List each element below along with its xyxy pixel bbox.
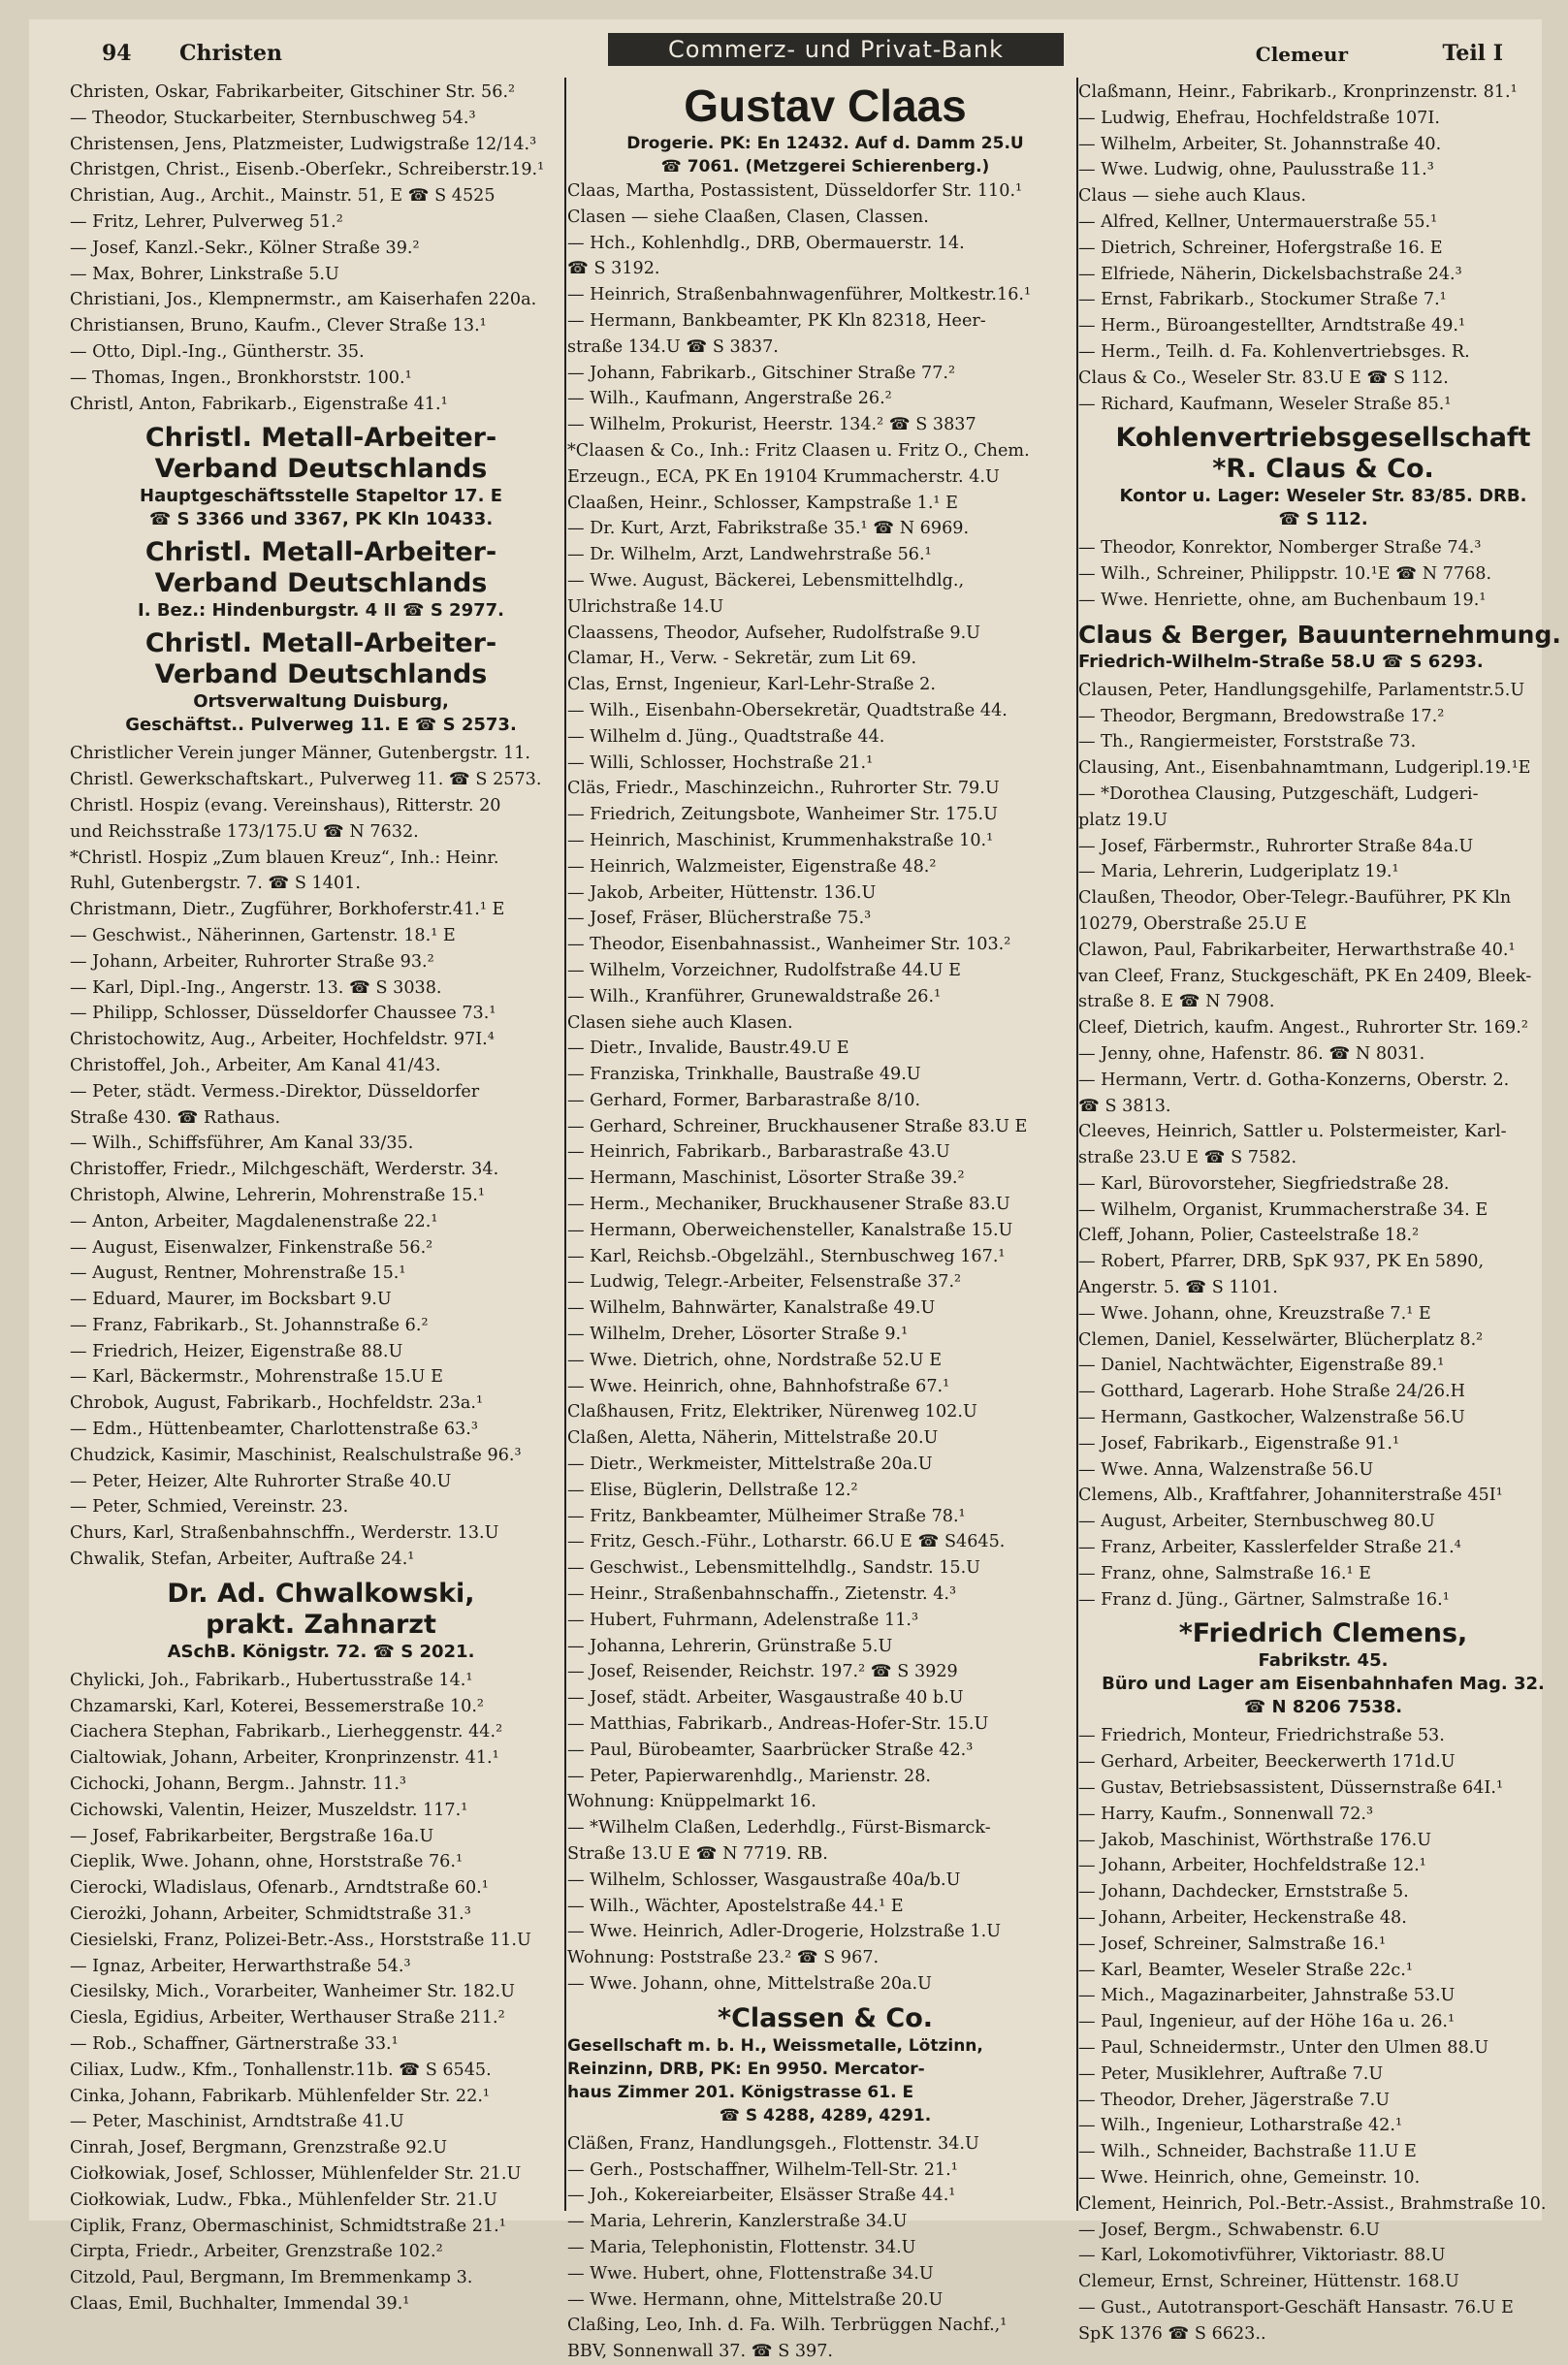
- directory-entry: — Wwe. Heinrich, ohne, Gemeinstr. 10.: [1078, 2167, 1421, 2188]
- directory-entry: — Maria, Lehrerin, Ludgeriplatz 19.¹: [1078, 862, 1399, 882]
- directory-entry: — Josef, Kanzl.-Sekr., Kölner Straße 39.²: [70, 238, 420, 258]
- directory-entry: — Hermann, Bankbeamter, PK Kln 82318, Heer-: [567, 310, 986, 331]
- directory-entry: Wohnung: Poststraße 23.² ☎ S 967.: [567, 1948, 880, 1968]
- directory-entry: Erzeugn., ECA, PK En 19104 Krummacherstr. 4.U: [567, 466, 1000, 487]
- directory-entry: BBV, Sonnenwall 37. ☎ S 397.: [567, 2342, 834, 2362]
- directory-entry: — Johann, Dachdecker, Ernststraße 5.: [1078, 1882, 1409, 1902]
- directory-entry: — Elise, Büglerin, Dellstraße 12.²: [567, 1480, 858, 1500]
- directory-entry: Christian, Aug., Archit., Mainstr. 51, E ☎ S 4525: [70, 186, 496, 207]
- directory-entry: — Philipp, Schlosser, Düsseldorfer Chaussee 73.¹: [70, 1004, 496, 1024]
- directory-entry: Chudzick, Kasimir, Maschinist, Realschulstraße 96.³: [70, 1445, 522, 1465]
- directory-entry: — Wilh., Kaufmann, Angerstraße 26.²: [567, 389, 892, 409]
- directory-page: [29, 19, 1561, 2362]
- directory-entry: — Peter, Papierwarenhdlg., Marienstr. 28.: [567, 1766, 932, 1786]
- directory-entry: — Franz, Fabrikarb., St. Johannstraße 6.²: [70, 1315, 429, 1335]
- entries-col3-b: [1078, 535, 1568, 613]
- ad-line: ☎ S 3366 und 3367, PK Kln 10433.: [148, 509, 494, 530]
- directory-entry: und Reichsstraße 173/175.U ☎ N 7632.: [70, 821, 419, 842]
- ad-line: haus Zimmer 201. Königstrasse 61. E: [567, 2082, 914, 2102]
- directory-entry: Cichowski, Valentin, Heizer, Muszeldstr. 117.¹: [70, 1800, 468, 1820]
- directory-entry: straße 23.U E ☎ S 7582.: [1078, 1148, 1297, 1168]
- directory-entry: — Anton, Arbeiter, Magdalenenstraße 22.¹: [70, 1211, 438, 1231]
- directory-entry: — Gerh., Postschaffner, Wilhelm-Tell-Str. 21.¹: [567, 2159, 958, 2180]
- directory-entry: — Max, Bohrer, Linkstraße 5.U: [70, 264, 339, 284]
- directory-entry: Clemeur, Ernst, Schreiner, Hüttenstr. 168.U: [1078, 2272, 1459, 2292]
- ad-line: Reinzinn, DRB, PK: En 9950. Mercator-: [567, 2059, 925, 2079]
- directory-entry: Christiansen, Bruno, Kaufm., Clever Straße 13.¹: [70, 316, 487, 336]
- directory-entry: Christensen, Jens, Platzmeister, Ludwigstraße 12/14.³: [70, 134, 537, 154]
- directory-entry: — Hermann, Maschinist, Lösorter Straße 39.²: [567, 1168, 965, 1189]
- directory-entry: — Thomas, Ingen., Bronkhorststr. 100.¹: [70, 368, 412, 388]
- directory-entry: — Wilhelm, Prokurist, Heerstr. 134.² ☎ S 3837: [567, 415, 976, 435]
- directory-entry: — Hch., Kohlenhdlg., DRB, Obermauerstr. 14.: [567, 233, 965, 253]
- directory-entry: — Mich., Magazinarbeiter, Jahnstraße 53.U: [1078, 1986, 1456, 2006]
- directory-entry: Cläs, Friedr., Maschinzeichn., Ruhrorter Str. 79.U: [567, 779, 1000, 799]
- directory-entry: — Theodor, Bergmann, Bredowstraße 17.²: [1078, 706, 1445, 726]
- ad-line: ☎ S 112.: [1278, 509, 1368, 530]
- bank-banner: Commerz- und Privat-Bank: [608, 33, 1064, 66]
- directory-entry: Ciesielski, Franz, Polizei-Betr.-Ass., Horststraße 11.U: [70, 1930, 531, 1950]
- directory-entry: Ruhl, Gutenbergstr. 7. ☎ S 1401.: [70, 874, 361, 894]
- directory-entry: Claas, Emil, Buchhalter, Immendal 39.¹: [70, 2293, 410, 2314]
- directory-entry: Clasen — siehe Claaßen, Clasen, Classen.: [567, 207, 929, 227]
- directory-entry: — Fritz, Gesch.-Führ., Lotharstr. 66.U E ☎ S4645.: [567, 1532, 1006, 1552]
- directory-entry: — Wwe. Henriette, ohne, am Buchenbaum 19.¹: [1078, 590, 1487, 610]
- directory-entry: — Wwe. Johann, ohne, Mittelstraße 20a.U: [567, 1973, 932, 1994]
- directory-entry: Christlicher Verein junger Männer, Gutenbergstr. 11.: [70, 744, 530, 764]
- ad-line: ☎ S 4288, 4289, 4291.: [719, 2105, 932, 2125]
- page-number: 94: [102, 41, 132, 66]
- directory-entry: — Herm., Büroangestellter, Arndtstraße 49.¹: [1078, 316, 1466, 336]
- directory-entry: — *Dorothea Clausing, Putzgeschäft, Ludgeri-: [1078, 783, 1479, 804]
- directory-entry: Chylicki, Joh., Fabrikarb., Hubertusstraße 14.¹: [70, 1670, 473, 1690]
- directory-entry: platz 19.U: [1078, 810, 1168, 830]
- directory-entry: — Karl, Bäckermstr., Mohrenstraße 15.U E: [70, 1367, 443, 1388]
- directory-entry: — Wwe. Johann, ohne, Kreuzstraße 7.¹ E: [1078, 1303, 1431, 1324]
- ad-metall-arbeiter-2: [70, 537, 572, 623]
- ad-title: Dr. Ad. Chwalkowski,: [167, 1578, 475, 1609]
- directory-entry: — Herm., Mechaniker, Bruckhausener Straße 83.U: [567, 1195, 1010, 1215]
- entries-col3-a: [1078, 80, 1568, 417]
- directory-entry: — Peter, Musiklehrer, Auftraße 7.U: [1078, 2063, 1384, 2084]
- directory-entry: — Robert, Pfarrer, DRB, SpK 937, PK En 5890,: [1078, 1252, 1485, 1272]
- ad-line: ☎ 7061. (Metzgerei Schierenberg.): [660, 157, 990, 176]
- ad-metall-arbeiter-3: [70, 628, 572, 737]
- entries-col2-b: [567, 2131, 1083, 2365]
- header-left-word: Christen: [179, 41, 282, 66]
- ad-title: Verband Deutschlands: [154, 454, 488, 485]
- directory-entry: — Karl, Reichsb.-Obgelzähl., Sternbuschweg 167.¹: [567, 1246, 1006, 1266]
- directory-entry: *Claasen & Co., Inh.: Fritz Claasen u. Fritz O., Chem.: [567, 440, 1030, 461]
- directory-entry: Cirpta, Friedr., Arbeiter, Grenzstraße 102.²: [70, 2242, 443, 2262]
- directory-entry: — Peter, Heizer, Alte Ruhrorter Straße 40.U: [70, 1471, 452, 1491]
- directory-entry: — Dietr., Invalide, Baustr.49.U E: [567, 1039, 849, 1059]
- ad-chwalkowski: [70, 1579, 572, 1664]
- directory-entry: — Maria, Telephonistin, Flottenstr. 34.U: [567, 2237, 916, 2257]
- directory-entry: — Ernst, Fabrikarb., Stockumer Straße 7.¹: [1078, 290, 1447, 310]
- ad-line: Friedrich-Wilhelm-Straße 58.U ☎ S 6293.: [1078, 651, 1484, 672]
- directory-entry: — Josef, Bergm., Schwabenstr. 6.U: [1078, 2220, 1380, 2240]
- directory-entry: — Gerhard, Arbeiter, Beeckerwerth 171d.U: [1078, 1752, 1456, 1773]
- directory-entry: — Rob., Schaffner, Gärtnerstraße 33.¹: [70, 2034, 399, 2055]
- directory-entry: Ciliax, Ludw., Kfm., Tonhallenstr.11b. ☎ S 6545.: [70, 2060, 492, 2080]
- directory-entry: ☎ S 3192.: [567, 259, 660, 279]
- directory-entry: — Gotthard, Lagerarb. Hohe Straße 24/26.H: [1078, 1382, 1465, 1402]
- directory-entry: Churs, Karl, Straßenbahnschffn., Werderstr. 13.U: [70, 1523, 499, 1544]
- directory-entry: Chzamarski, Karl, Koterei, Bessemerstraße 10.²: [70, 1696, 484, 1716]
- directory-entry: Ciesla, Egidius, Arbeiter, Werthauser Straße 211.²: [70, 2008, 505, 2029]
- directory-entry: Angerstr. 5. ☎ S 1101.: [1078, 1278, 1278, 1298]
- directory-entry: — Wilhelm, Dreher, Lösorter Straße 9.¹: [567, 1325, 909, 1345]
- directory-entry: — Josef, Fräser, Blücherstraße 75.³: [567, 909, 872, 929]
- directory-entry: — Elfriede, Näherin, Dickelsbachstraße 24.³: [1078, 264, 1462, 284]
- page-header: [73, 33, 1522, 72]
- directory-entry: Clemen, Daniel, Kesselwärter, Blücherplatz 8.²: [1078, 1329, 1484, 1350]
- directory-entry: SpK 1376 ☎ S 6623..: [1078, 2323, 1266, 2344]
- directory-entry: — Johann, Arbeiter, Ruhrorter Straße 93.²: [70, 951, 434, 972]
- ad-line: ☎ N 8206 7538.: [1243, 1697, 1403, 1718]
- directory-entry: Clawon, Paul, Fabrikarbeiter, Herwarthstraße 40.¹: [1078, 940, 1516, 960]
- directory-entry: Ulrichstraße 14.U: [567, 596, 724, 617]
- directory-entry: — Wwe. Ludwig, ohne, Paulusstraße 11.³: [1078, 160, 1434, 180]
- directory-entry: — Th., Rangiermeister, Forststraße 73.: [1078, 732, 1417, 752]
- ad-title: Christl. Metall-Arbeiter-: [144, 423, 497, 454]
- directory-entry: — Johann, Fabrikarb., Gitschiner Straße 77.²: [567, 363, 956, 383]
- directory-entry: — Wilh., Schneider, Bachstraße 11.U E: [1078, 2142, 1417, 2162]
- directory-entry: Ciesilsky, Mich., Vorarbeiter, Wanheimer Str. 182.U: [70, 1982, 515, 2002]
- ad-line: Ortsverwaltung Duisburg,: [193, 691, 449, 713]
- directory-entry: Cläßen, Franz, Handlungsgeh., Flottenstr. 34.U: [567, 2133, 979, 2154]
- directory-entry: — Wwe. Dietrich, ohne, Nordstraße 52.U E: [567, 1350, 943, 1370]
- directory-entry: — Hermann, Vertr. d. Gotha-Konzerns, Oberstr. 2.: [1078, 1070, 1510, 1090]
- directory-entry: Wohnung: Knüppelmarkt 16.: [567, 1792, 816, 1812]
- directory-entry: Citzold, Paul, Bergmann, Im Bremmenkamp 3.: [70, 2268, 473, 2288]
- ad-title: Verband Deutschlands: [154, 568, 488, 599]
- directory-entry: — Willi, Schlosser, Hochstraße 21.¹: [567, 752, 874, 773]
- directory-entry: Christoph, Alwine, Lehrerin, Mohrenstraße 15.¹: [70, 1185, 485, 1205]
- directory-entry: — Friedrich, Heizer, Eigenstraße 88.U: [70, 1341, 403, 1361]
- ad-title: Claus & Berger, Bauunternehmung.: [1078, 620, 1561, 649]
- directory-entry: Christl. Gewerkschaftskart., Pulverweg 11. ☎ S 2573.: [70, 770, 542, 790]
- directory-entry: Straße 13.U E ☎ N 7719. RB.: [567, 1844, 828, 1864]
- directory-entry: — Edm., Hüttenbeamter, Charlottenstraße 63.³: [70, 1420, 478, 1440]
- column-3: [1078, 80, 1568, 2344]
- directory-entry: Clamar, H., Verw. - Sekretär, zum Lit 69.: [567, 649, 917, 669]
- entries-col3-d: [1078, 1723, 1568, 2347]
- directory-entry: — Gerhard, Former, Barbarastraße 8/10.: [567, 1090, 921, 1110]
- directory-entry: Christl, Anton, Fabrikarb., Eigenstraße 41.¹: [70, 394, 448, 414]
- directory-entry: — Franz d. Jüng., Gärtner, Salmstraße 16.¹: [1078, 1589, 1450, 1610]
- ad-classen-co: [567, 2003, 1083, 2127]
- ad-line: Hauptgeschäftsstelle Stapeltor 17. E: [140, 486, 502, 507]
- directory-entry: — Wwe. Anna, Walzenstraße 56.U: [1078, 1459, 1374, 1480]
- directory-entry: Christl. Hospiz (evang. Vereinshaus), Ritterstr. 20: [70, 795, 501, 815]
- ad-friedrich-clemens: [1078, 1618, 1568, 1719]
- directory-entry: — Karl, Dipl.-Ing., Angerstr. 13. ☎ S 3038.: [70, 977, 442, 998]
- entries-col1-c: [70, 1668, 572, 2317]
- directory-entry: — Wilhelm d. Jüng., Quadtstraße 44.: [567, 726, 885, 747]
- directory-entry: — Dietr., Werkmeister, Mittelstraße 20a.U: [567, 1454, 933, 1475]
- directory-entry: — Ignaz, Arbeiter, Herwarthstraße 54.³: [70, 1956, 411, 1976]
- directory-entry: — Ludwig, Telegr.-Arbeiter, Felsenstraße 37.²: [567, 1272, 962, 1293]
- directory-entry: — Wilh., Ingenieur, Lotharstraße 42.¹: [1078, 2116, 1403, 2136]
- directory-entry: — Karl, Lokomotivführer, Viktoriastr. 88.U: [1078, 2246, 1446, 2266]
- directory-entry: Clas, Ernst, Ingenieur, Karl-Lehr-Straße 2.: [567, 675, 936, 695]
- directory-entry: — Jenny, ohne, Hafenstr. 86. ☎ N 8031.: [1078, 1043, 1425, 1064]
- directory-entry: — Maria, Lehrerin, Kanzlerstraße 34.U: [567, 2212, 908, 2232]
- directory-entry: — Heinr., Straßenbahnschaffn., Zietenstr. 4.³: [567, 1584, 957, 1605]
- directory-entry: — Wwe. Hermann, ohne, Mittelstraße 20.U: [567, 2289, 944, 2310]
- ad-line: ASchB. Königstr. 72. ☎ S 2021.: [167, 1641, 475, 1662]
- directory-entry: Claas, Martha, Postassistent, Düsseldorfer Str. 110.¹: [567, 181, 1023, 201]
- directory-entry: — Richard, Kaufmann, Weseler Straße 85.¹: [1078, 394, 1452, 414]
- directory-entry: — Alfred, Kellner, Untermauerstraße 55.¹: [1078, 211, 1438, 232]
- directory-entry: — Wilh., Kranführer, Grunewaldstraße 26.¹: [567, 986, 942, 1007]
- directory-entry: — Josef, städt. Arbeiter, Wasgaustraße 40 b.U: [567, 1688, 964, 1709]
- directory-entry: — Karl, Beamter, Weseler Straße 22c.¹: [1078, 1960, 1413, 1980]
- directory-entry: Cieplik, Wwe. Johann, ohne, Horststraße 76.¹: [70, 1852, 463, 1872]
- directory-entry: — Paul, Ingenieur, auf der Höhe 16a u. 26.¹: [1078, 2012, 1456, 2032]
- directory-entry: — Josef, Fabrikarbeiter, Bergstraße 16a.U: [70, 1826, 434, 1846]
- directory-entry: Ciołkowiak, Ludw., Fbka., Mühlenfelder Str. 21.U: [70, 2189, 497, 2210]
- directory-entry: — Gerhard, Schreiner, Bruckhausener Straße 83.U E: [567, 1116, 1028, 1136]
- directory-entry: — Wilhelm, Arbeiter, St. Johannstraße 40.: [1078, 134, 1442, 154]
- directory-entry: Cleff, Johann, Polier, Casteelstraße 18.²: [1078, 1226, 1420, 1246]
- directory-entry: — Friedrich, Monteur, Friedrichstraße 53.: [1078, 1726, 1445, 1746]
- directory-entry: van Cleef, Franz, Stuckgeschäft, PK En 2409, Bleek-: [1078, 966, 1532, 986]
- directory-entry: Cinka, Johann, Fabrikarb. Mühlenfelder Str. 22.¹: [70, 2086, 490, 2106]
- directory-entry: — Heinrich, Maschinist, Krummenhakstraße 10.¹: [567, 830, 994, 850]
- directory-entry: — *Wilhelm Claßen, Lederhdlg., Fürst-Bismarck-: [567, 1818, 991, 1838]
- ad-title: Christl. Metall-Arbeiter-: [144, 537, 497, 568]
- directory-entry: — Wwe. August, Bäckerei, Lebensmittelhdlg.,: [567, 570, 965, 591]
- directory-entry: Cierożki, Johann, Arbeiter, Schmidtstraße 31.³: [70, 1904, 471, 1925]
- directory-entry: — Theodor, Konrektor, Nomberger Straße 74.³: [1078, 538, 1482, 559]
- directory-entry: — Wilh., Schreiner, Philippstr. 10.¹E ☎ N 7768.: [1078, 564, 1492, 585]
- directory-entry: Christochowitz, Aug., Arbeiter, Hochfeldstr. 97I.⁴: [70, 1030, 495, 1050]
- directory-entry: — Paul, Schneidermstr., Unter den Ulmen 88.U: [1078, 2038, 1489, 2058]
- directory-entry: — Wilh., Eisenbahn-Obersekretär, Quadtstraße 44.: [567, 700, 1008, 720]
- directory-entry: — Wwe. Heinrich, ohne, Bahnhofstraße 67.¹: [567, 1376, 950, 1396]
- directory-entry: Christoffel, Joh., Arbeiter, Am Kanal 41/43.: [70, 1055, 441, 1075]
- part-label: Teil I: [1442, 41, 1503, 66]
- directory-entry: *Christl. Hospiz „Zum blauen Kreuz“, Inh.: Heinr.: [70, 847, 499, 868]
- directory-entry: Claßhausen, Fritz, Elektriker, Nürenweg 102.U: [567, 1402, 977, 1422]
- entries-col2-a: [567, 178, 1083, 1997]
- directory-entry: — Wwe. Hubert, ohne, Flottenstraße 34.U: [567, 2263, 934, 2284]
- directory-entry: — Josef, Schreiner, Salmstraße 16.¹: [1078, 1934, 1387, 1954]
- directory-entry: — Hermann, Oberweichensteller, Kanalstraße 15.U: [567, 1220, 1013, 1240]
- directory-entry: — Gust., Autotransport-Geschäft Hansastr. 76.U E: [1078, 2297, 1514, 2317]
- directory-entry: — Paul, Bürobeamter, Saarbrücker Straße 42.³: [567, 1740, 974, 1760]
- directory-entry: Christgen, Christ., Eisenb.-Oberſekr., Schreiberstr.19.¹: [70, 160, 545, 180]
- column-1: [70, 80, 572, 2314]
- directory-entry: — Geschwist., Lebensmittelhdlg., Sandstr. 15.U: [567, 1558, 981, 1579]
- directory-entry: Cierocki, Wladislaus, Ofenarb., Arndtstraße 60.¹: [70, 1878, 489, 1899]
- ad-line: I. Bez.: Hindenburgstr. 4 II ☎ S 2977.: [138, 600, 504, 622]
- entries-col1-a: [70, 80, 572, 417]
- directory-entry: Ciplik, Franz, Obermaschinist, Schmidtstraße 21.¹: [70, 2216, 506, 2236]
- ad-line: Kontor u. Lager: Weseler Str. 83/85. DRB.: [1119, 486, 1527, 507]
- column-2: [567, 80, 1083, 2362]
- directory-entry: ☎ S 3813.: [1078, 1096, 1171, 1116]
- directory-entry: — Friedrich, Zeitungsbote, Wanheimer Str. 175.U: [567, 805, 998, 825]
- directory-entry: — Fritz, Bankbeamter, Mülheimer Straße 78.¹: [567, 1506, 966, 1526]
- ad-gustav-claas: [567, 80, 1083, 178]
- directory-entry: — Hermann, Gastkocher, Walzenstraße 56.U: [1078, 1408, 1465, 1428]
- directory-entry: Claassens, Theodor, Aufseher, Rudolfstraße 9.U: [567, 623, 981, 643]
- ad-title: *Friedrich Clemens,: [1178, 1618, 1468, 1649]
- directory-entry: — Theodor, Eisenbahnassist., Wanheimer Str. 103.²: [567, 935, 1011, 955]
- directory-entry: Cialtowiak, Johann, Arbeiter, Kronprinzenstr. 41.¹: [70, 1748, 499, 1769]
- directory-entry: straße 134.U ☎ S 3837.: [567, 336, 779, 357]
- directory-entry: Christmann, Dietr., Zugführer, Borkhoferstr.41.¹ E: [70, 900, 505, 920]
- directory-entry: — Harry, Kaufm., Sonnenwall 72.³: [1078, 1804, 1374, 1824]
- directory-entry: — Josef, Reisender, Reichstr. 197.² ☎ S 3929: [567, 1662, 958, 1682]
- ad-title: prakt. Zahnarzt: [206, 1609, 436, 1640]
- directory-entry: — Josef, Fabrikarb., Eigenstraße 91.¹: [1078, 1433, 1400, 1454]
- directory-entry: Christoffer, Friedr., Milchgeschäft, Werderstr. 34.: [70, 1160, 499, 1180]
- ad-title: Kohlenvertriebsgesellschaft: [1115, 423, 1531, 454]
- ad-title: Verband Deutschlands: [154, 659, 488, 690]
- directory-entry: — Herm., Teilh. d. Fa. Kohlenvertriebsges. R.: [1078, 341, 1470, 362]
- directory-entry: Cinrah, Josef, Bergmann, Grenzstraße 92.U: [70, 2138, 448, 2158]
- directory-entry: Clausen, Peter, Handlungsgehilfe, Parlamentstr.5.U: [1078, 680, 1525, 700]
- directory-entry: — Ludwig, Ehefrau, Hochfeldstraße 107I.: [1078, 108, 1440, 128]
- directory-entry: Cichocki, Johann, Bergm.. Jahnstr. 11.³: [70, 1774, 406, 1795]
- entries-col3-c: [1078, 678, 1568, 1614]
- directory-entry: — Dr. Kurt, Arzt, Fabrikstraße 35.¹ ☎ N 6969.: [567, 519, 970, 539]
- directory-entry: — Jakob, Maschinist, Wörthstraße 176.U: [1078, 1830, 1432, 1850]
- directory-entry: — Gustav, Betriebsassistent, Düssernstraße 64I.¹: [1078, 1778, 1504, 1799]
- ad-line: Büro und Lager am Eisenbahnhafen Mag. 32.: [1102, 1674, 1545, 1695]
- directory-entry: — Wilhelm, Vorzeichner, Rudolfstraße 44.U E: [567, 960, 962, 980]
- directory-entry: — Theodor, Stuckarbeiter, Sternbuschweg 54.³: [70, 108, 476, 128]
- ad-metall-arbeiter-1: [70, 423, 572, 531]
- directory-entry: Claßen, Aletta, Näherin, Mittelstraße 20.U: [567, 1428, 939, 1449]
- ad-claus-berger: [1078, 620, 1568, 674]
- directory-entry: Cleeves, Heinrich, Sattler u. Polstermeister, Karl-: [1078, 1122, 1507, 1142]
- directory-entry: Ciachera Stephan, Fabrikarb., Lierheggenstr. 44.²: [70, 1722, 503, 1742]
- directory-entry: — Wilhelm, Bahnwärter, Kanalstraße 49.U: [567, 1298, 936, 1319]
- directory-entry: — Dr. Wilhelm, Arzt, Landwehrstraße 56.¹: [567, 545, 932, 565]
- ad-title: *R. Claus & Co.: [1212, 454, 1434, 485]
- directory-entry: Clausing, Ant., Eisenbahnamtmann, Ludgeripl.19.¹E: [1078, 758, 1531, 779]
- directory-entry: Chrobok, August, Fabrikarb., Hochfeldstr. 23a.¹: [70, 1393, 484, 1414]
- directory-entry: Claus & Co., Weseler Str. 83.U E ☎ S 112.: [1078, 368, 1449, 388]
- directory-entry: — Joh., Kokereiarbeiter, Elsässer Straße 44.¹: [567, 2186, 956, 2206]
- ad-line: Drogerie. PK: En 12432. Auf d. Damm 25.U: [626, 134, 1024, 153]
- ad-line: Geschäftst.. Pulverweg 11. E ☎ S 2573.: [125, 715, 517, 736]
- directory-entry: Christiani, Jos., Klempnermstr., am Kaiserhafen 220a.: [70, 290, 537, 310]
- directory-entry: — Johanna, Lehrerin, Grünstraße 5.U: [567, 1636, 893, 1656]
- directory-entry: Chwalik, Stefan, Arbeiter, Auftraße 24.¹: [70, 1550, 415, 1570]
- directory-entry: — August, Arbeiter, Sternbuschweg 80.U: [1078, 1512, 1435, 1532]
- directory-entry: — Johann, Arbeiter, Hochfeldstraße 12.¹: [1078, 1856, 1426, 1876]
- directory-entry: Claußen, Theodor, Ober-Telegr.-Bauführer, PK Kln: [1078, 888, 1512, 909]
- ad-title: Gustav Claas: [684, 80, 967, 131]
- directory-entry: — Franz, ohne, Salmstraße 16.¹ E: [1078, 1563, 1372, 1583]
- directory-entry: — Wwe. Heinrich, Adler-Drogerie, Holzstraße 1.U: [567, 1922, 1002, 1942]
- directory-entry: — Peter, städt. Vermess.-Direktor, Düsseldorfer: [70, 1081, 480, 1102]
- directory-entry: — Heinrich, Straßenbahnwagenführer, Moltkestr.16.¹: [567, 285, 1032, 305]
- directory-entry: — Franz, Arbeiter, Kasslerfelder Straße 21.⁴: [1078, 1538, 1461, 1558]
- ad-line: Fabrikstr. 45.: [1258, 1650, 1389, 1672]
- directory-entry: — Jakob, Arbeiter, Hüttenstr. 136.U: [567, 882, 877, 903]
- directory-entry: Claßing, Leo, Inh. d. Fa. Wilh. Terbrüggen Nachf.,¹: [567, 2316, 1008, 2336]
- directory-entry: — Matthias, Fabrikarb., Andreas-Hofer-Str. 15.U: [567, 1714, 989, 1735]
- directory-entry: — Fritz, Lehrer, Pulverweg 51.²: [70, 211, 343, 232]
- directory-entry: — Wilhelm, Organist, Krummacherstraße 34. E: [1078, 1199, 1488, 1220]
- directory-entry: — Wilh., Wächter, Apostelstraße 44.¹ E: [567, 1896, 904, 1916]
- directory-entry: — Josef, Färbermstr., Ruhrorter Straße 84a.U: [1078, 836, 1474, 856]
- directory-entry: Claus — siehe auch Klaus.: [1078, 186, 1306, 207]
- directory-entry: Claßmann, Heinr., Fabrikarb., Kronprinzenstr. 81.¹: [1078, 82, 1518, 102]
- directory-entry: — Franziska, Trinkhalle, Baustraße 49.U: [567, 1065, 921, 1085]
- directory-entry: — Geschwist., Näherinnen, Gartenstr. 18.¹ E: [70, 925, 456, 945]
- directory-entry: — Dietrich, Schreiner, Hofergstraße 16. E: [1078, 238, 1443, 258]
- directory-entry: Straße 430. ☎ Rathaus.: [70, 1107, 281, 1128]
- directory-entry: — Karl, Bürovorsteher, Siegfriedstraße 28.: [1078, 1173, 1450, 1194]
- directory-entry: — Daniel, Nachtwächter, Eigenstraße 89.¹: [1078, 1356, 1445, 1376]
- directory-entry: Clasen siehe auch Klasen.: [567, 1012, 793, 1033]
- directory-entry: — August, Rentner, Mohrenstraße 15.¹: [70, 1263, 406, 1284]
- directory-entry: — Eduard, Maurer, im Bocksbart 9.U: [70, 1290, 392, 1310]
- directory-entry: — Heinrich, Fabrikarb., Barbarastraße 43.U: [567, 1142, 950, 1163]
- directory-entry: 10279, Oberstraße 25.U E: [1078, 913, 1307, 934]
- directory-entry: Cleef, Dietrich, kaufm. Angest., Ruhrorter Str. 169.²: [1078, 1018, 1528, 1039]
- directory-entry: — Theodor, Dreher, Jägerstraße 7.U: [1078, 2090, 1391, 2110]
- directory-entry: — Johann, Arbeiter, Heckenstraße 48.: [1078, 1908, 1407, 1929]
- directory-entry: Clement, Heinrich, Pol.-Betr.-Assist., Brahmstraße 10.: [1078, 2193, 1547, 2214]
- directory-entry: — Peter, Maschinist, Arndtstraße 41.U: [70, 2112, 404, 2132]
- directory-entry: Clemens, Alb., Kraftfahrer, Johanniterstraße 45I¹: [1078, 1486, 1503, 1506]
- ad-kohlenvertrieb: [1078, 423, 1568, 531]
- header-right-word: Clemeur: [1255, 43, 1348, 66]
- directory-entry: Claaßen, Heinr., Schlosser, Kampstraße 1.¹ E: [567, 493, 958, 513]
- entries-col1-b: [70, 741, 572, 1573]
- directory-entry: — Wilhelm, Schlosser, Wasgaustraße 40a/b.U: [567, 1870, 961, 1890]
- directory-entry: — August, Eisenwalzer, Finkenstraße 56.²: [70, 1237, 433, 1258]
- directory-entry: — Peter, Schmied, Vereinstr. 23.: [70, 1497, 349, 1518]
- directory-entry: — Heinrich, Walzmeister, Eigenstraße 48.²: [567, 856, 937, 877]
- ad-title: *Classen & Co.: [717, 2002, 934, 2033]
- directory-entry: — Wilh., Schiffsführer, Am Kanal 33/35.: [70, 1134, 414, 1154]
- directory-entry: straße 8. E ☎ N 7908.: [1078, 992, 1275, 1012]
- directory-entry: Ciołkowiak, Josef, Schlosser, Mühlenfelder Str. 21.U: [70, 2164, 522, 2184]
- directory-entry: Christen, Oskar, Fabrikarbeiter, Gitschiner Str. 56.²: [70, 82, 516, 102]
- directory-entry: — Hubert, Fuhrmann, Adelenstraße 11.³: [567, 1610, 919, 1630]
- ad-title: Christl. Metall-Arbeiter-: [144, 628, 497, 659]
- ad-line: Gesellschaft m. b. H., Weissmetalle, Lötzinn,: [567, 2035, 983, 2056]
- directory-entry: — Otto, Dipl.-Ing., Güntherstr. 35.: [70, 341, 365, 362]
